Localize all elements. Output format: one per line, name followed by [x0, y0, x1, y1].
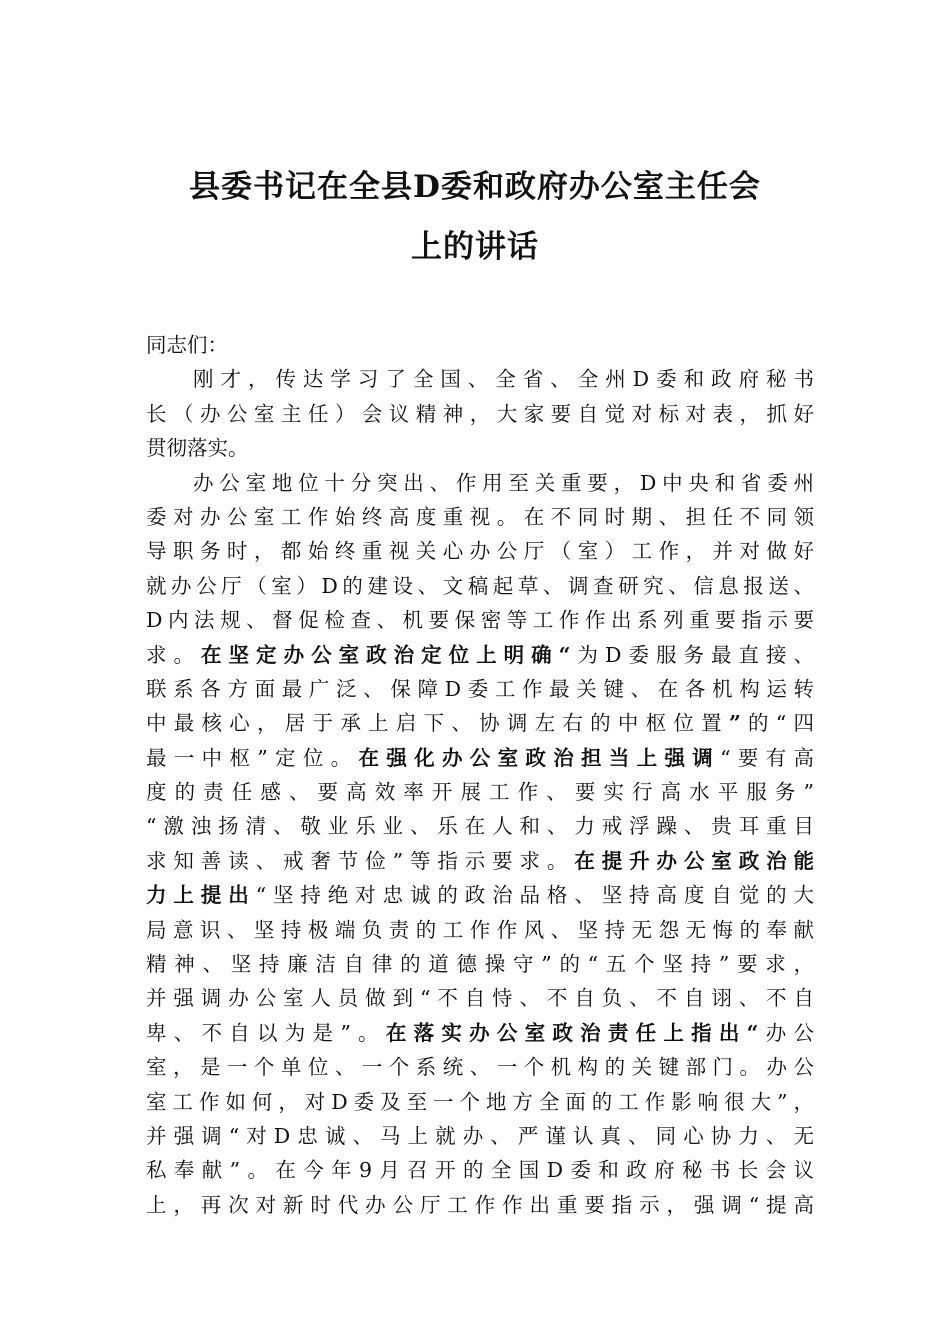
text-line	[146, 466, 814, 500]
text-segment: 室工作如何，对D委及至一个地方全面的工作影响很大”，	[146, 1089, 814, 1114]
bold-text: 在坚定办公室政治定位上明确“	[201, 642, 571, 667]
text-line	[146, 534, 814, 568]
text-segment: “坚持绝对忠诚的政治品格、坚持高度自觉的大	[255, 883, 815, 908]
text-line	[146, 362, 814, 396]
text-segment: 中最核心，居于承上启下、协调左右的中枢位置	[146, 711, 729, 736]
text-line	[146, 913, 814, 947]
text-segment: 办公	[758, 1020, 815, 1045]
text-segment: 室，是一个单位、一个系统、一个机构的关键部门。办公	[146, 1055, 814, 1080]
text-line	[146, 569, 814, 603]
text-segment: 长（办公室主任）会议精神，大家要自觉对标对表，抓好	[146, 401, 814, 426]
text-segment: 为D委服务最直接、	[570, 642, 815, 667]
text-segment: 委对办公室工作始终高度重视。在不同时期、担任不同领	[146, 504, 814, 529]
text-line	[146, 844, 814, 878]
text-segment: 求。	[146, 642, 202, 667]
text-segment: 贯彻落实。	[146, 436, 249, 461]
text-line	[146, 878, 814, 912]
text-line	[146, 775, 814, 809]
text-segment: 并强调办公室人员做到“不自恃、不自负、不自诩、不自	[146, 986, 814, 1011]
title-line: 县委书记在全县D委和政府办公室主任会	[189, 169, 761, 205]
text-segment: 的“四	[740, 711, 815, 736]
text-segment: “激浊扬清、敬业乐业、乐在人和、力戒浮躁、贵耳重目	[146, 814, 814, 839]
title-line: 上的讲话	[411, 229, 539, 265]
text-line	[146, 741, 814, 775]
text-line	[146, 1153, 814, 1187]
bold-text: 在强化办公室政治担当上强调	[358, 745, 721, 770]
bold-text: 在提升办公室政治能	[574, 848, 814, 873]
text-line	[146, 672, 814, 706]
text-line	[146, 706, 814, 740]
document-body	[146, 328, 814, 1222]
text-line	[146, 638, 814, 672]
text-line	[146, 981, 814, 1015]
text-line	[146, 809, 814, 843]
text-segment: 私奉献”。在今年9月召开的全国D委和政府秘书长会议	[146, 1158, 814, 1183]
text-segment: 刚才，传达学习了全国、全省、全州D委和政府秘书	[193, 367, 814, 392]
text-segment: 并强调“对D忠诚、马上就办、严谨认真、同心协力、无	[146, 1123, 814, 1148]
text-line	[146, 1188, 814, 1222]
text-line	[146, 1050, 814, 1084]
text-segment: “要有高	[720, 745, 815, 770]
text-line	[146, 431, 814, 465]
text-segment: 就办公厅（室）D的建设、文稿起草、调查研究、信息报送、	[146, 573, 814, 598]
text-segment: 导职务时，都始终重视关心办公厅（室）工作，并对做好	[146, 539, 814, 564]
text-segment: 办公室地位十分突出、作用至关重要，D中央和省委州	[193, 470, 814, 495]
text-segment: 上，再次对新时代办公厅工作作出重要指示，强调“提高	[146, 1192, 814, 1217]
text-line	[146, 1119, 814, 1153]
text-line	[146, 1016, 814, 1050]
text-line	[146, 1085, 814, 1119]
document-title	[150, 157, 800, 277]
text-segment: 最一中枢”定位。	[146, 745, 359, 770]
text-line	[146, 397, 814, 431]
text-segment: 联系各方面最广泛、保障D委工作最关键、在各机构运转	[146, 676, 814, 701]
bold-text: 力上提出	[146, 883, 256, 908]
bold-text: 在落实办公室政治责任上指出“	[385, 1020, 759, 1045]
text-segment: 精神、坚持廉洁自律的道德操守”的“五个坚持”要求，	[146, 952, 814, 977]
text-segment: 卑、不自以为是”。	[146, 1020, 386, 1045]
text-segment: 局意识、坚持极端负责的工作作风、坚持无怨无悔的奉献	[146, 917, 814, 942]
bold-text: ”	[728, 711, 741, 736]
text-line	[146, 947, 814, 981]
text-line	[146, 500, 814, 534]
text-line	[146, 603, 814, 637]
text-segment: 度的责任感、要高效率开展工作、要实行高水平服务”	[146, 780, 814, 805]
salutation: 同志们：	[146, 333, 228, 357]
text-segment: D内法规、督促检查、机要保密等工作作出系列重要指示要	[146, 608, 814, 633]
text-segment: 求知善读、戒奢节俭”等指示要求。	[146, 848, 575, 873]
